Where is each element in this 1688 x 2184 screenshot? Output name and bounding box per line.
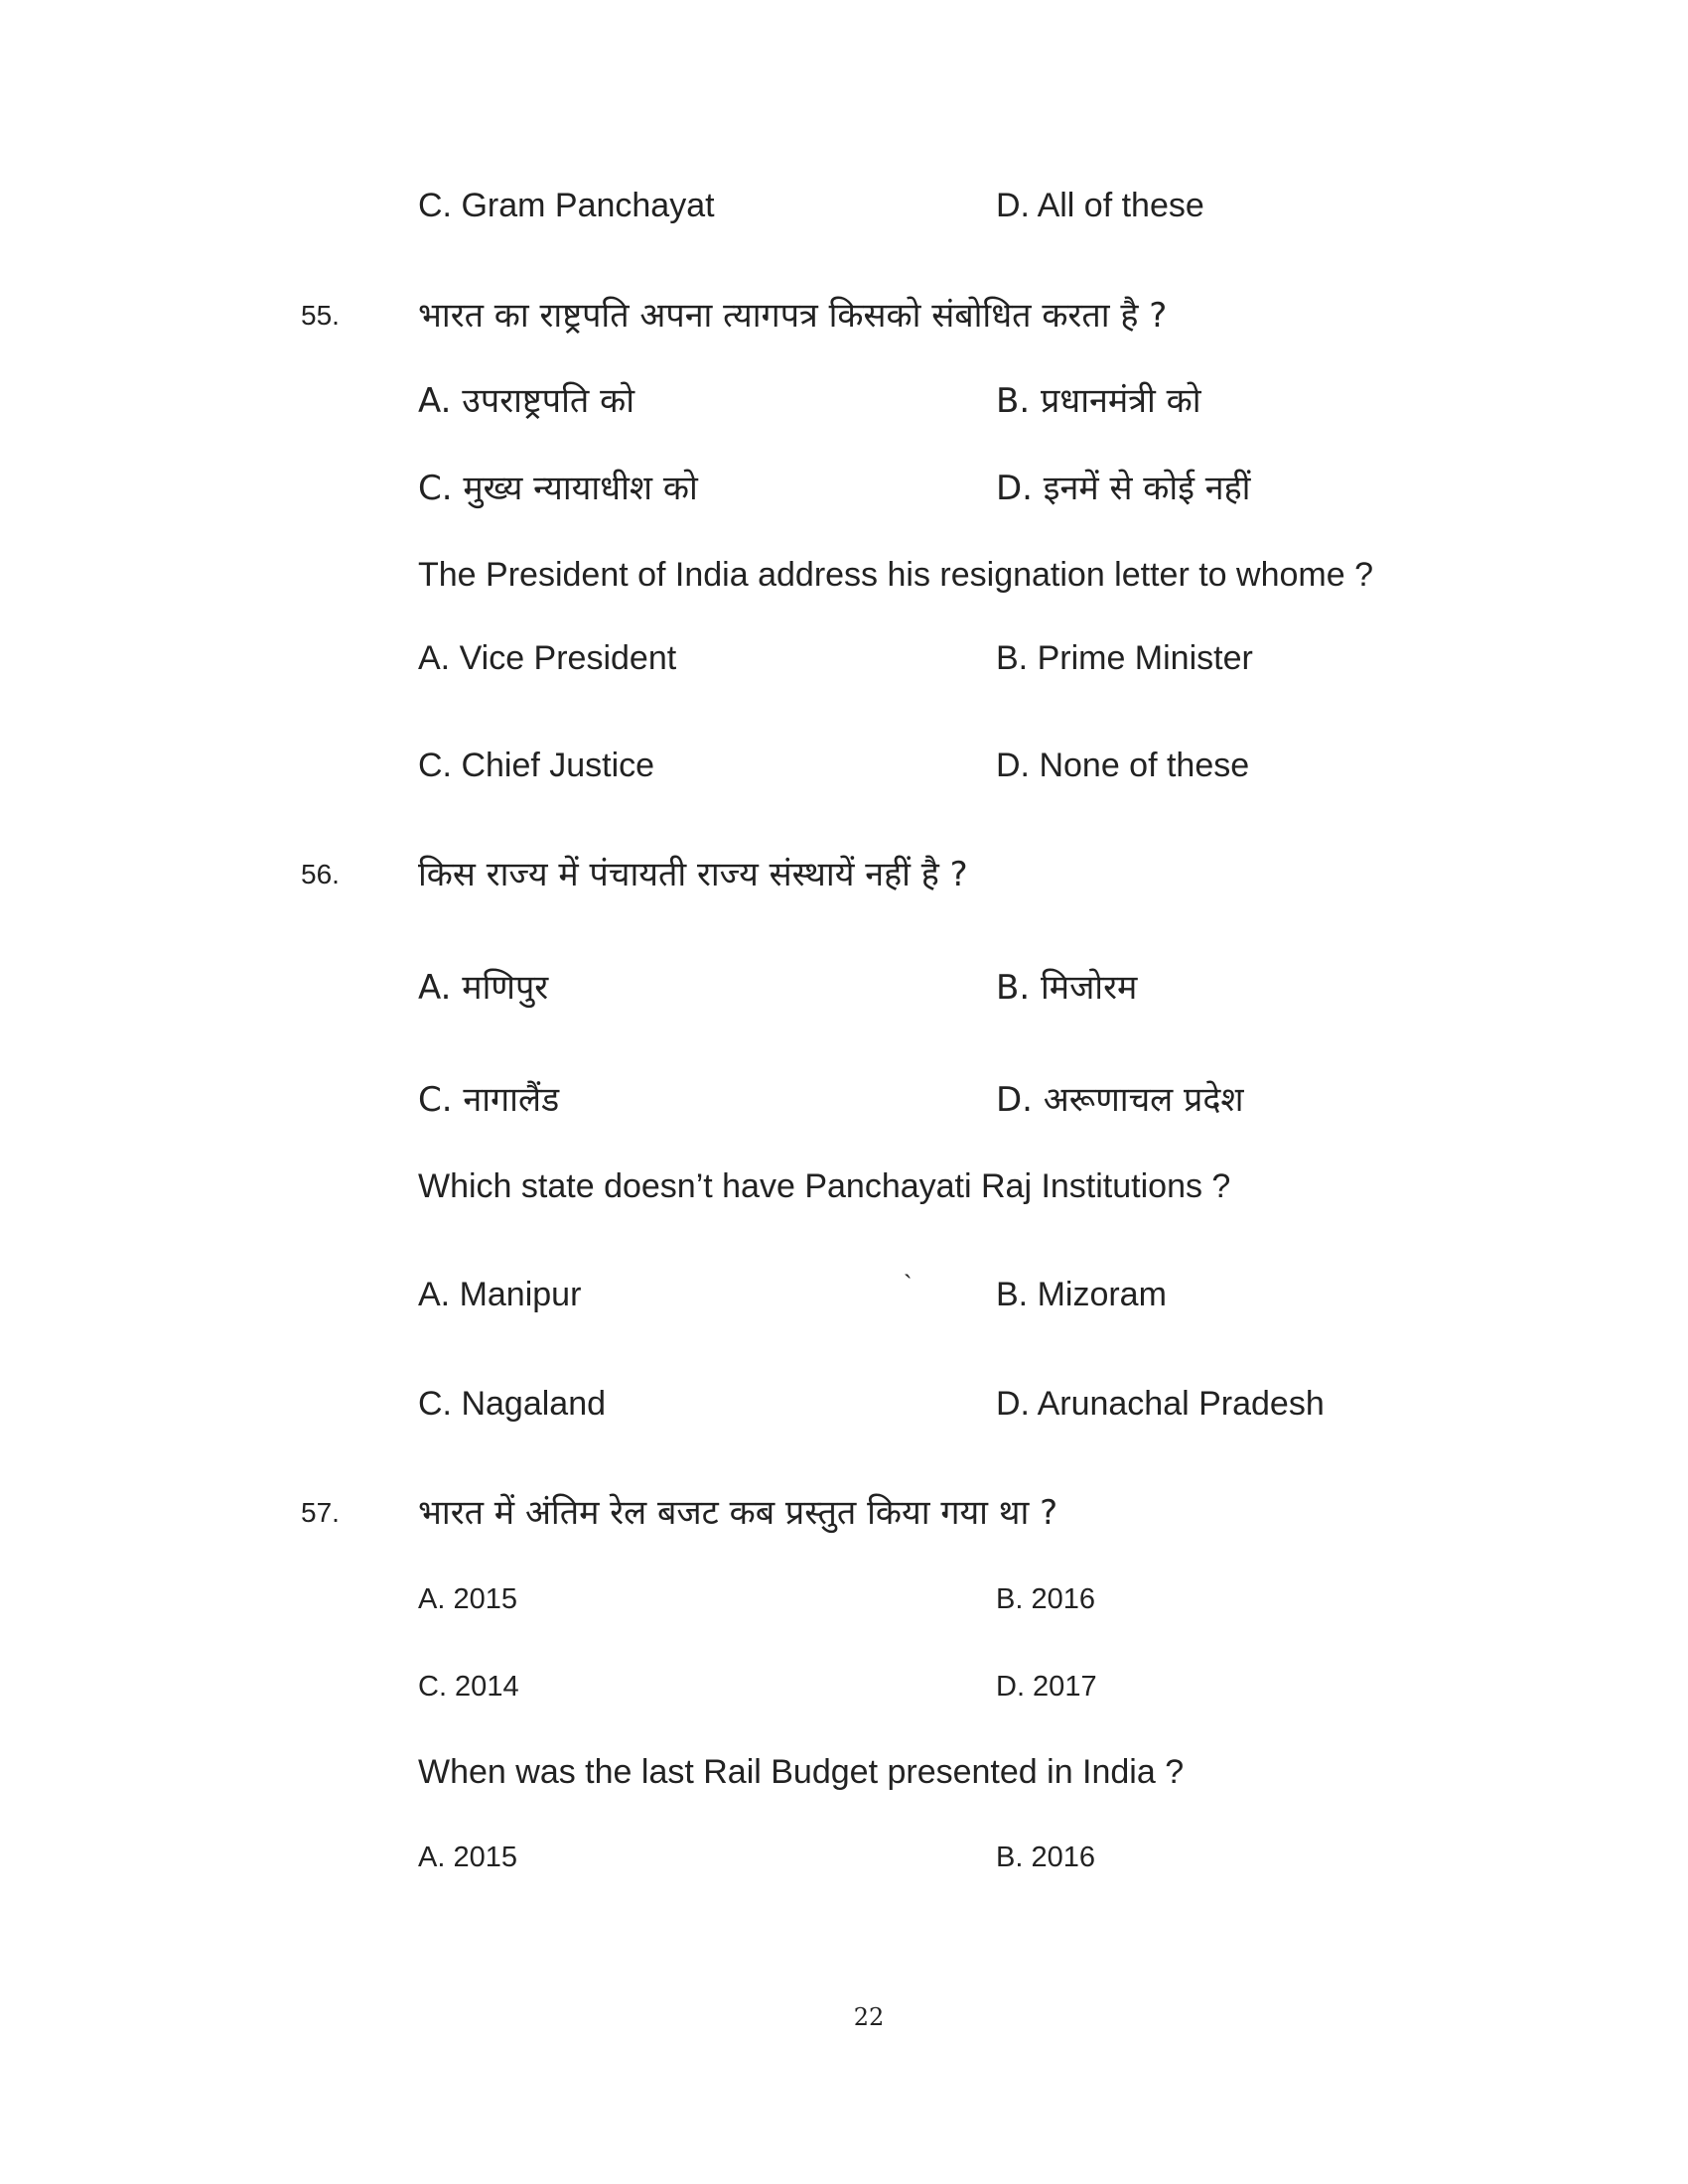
stray-mark: `: [904, 1270, 913, 1299]
question-number: 55.: [301, 300, 340, 331]
option-b-hindi: B. मिजोरम: [996, 968, 1138, 1008]
option-a-hindi: A. उपराष्ट्रपति को: [418, 381, 635, 421]
question-text-english: The President of India address his resignation letter to whome ?: [418, 556, 1373, 594]
question-text-hindi: भारत का राष्ट्रपति अपना त्यागपत्र किसको संबोधित करता है ?: [418, 296, 1168, 336]
question-number: 57.: [301, 1497, 340, 1528]
option-c-hindi: C. मुख्य न्यायाधीश को: [418, 469, 698, 508]
option-d: D. Arunachal Pradesh: [996, 1385, 1325, 1423]
option-c: C. Chief Justice: [418, 747, 655, 784]
option-b-hindi: B. 2016: [996, 1583, 1095, 1615]
option-d-hindi: D. इनमें से कोई नहीं: [996, 469, 1251, 508]
option-b: B. Prime Minister: [996, 639, 1253, 677]
option-d: D. None of these: [996, 747, 1250, 784]
option-b: B. Mizoram: [996, 1276, 1167, 1313]
question-number: 56.: [301, 859, 340, 889]
question-text-hindi: भारत में अंतिम रेल बजट कब प्रस्तुत किया गया था ?: [418, 1493, 1058, 1533]
option-c: C. Nagaland: [418, 1385, 607, 1423]
option-c-hindi: C. नागालैंड: [418, 1080, 560, 1120]
question-text-hindi: किस राज्य में पंचायती राज्य संस्थायें नहीं है ?: [418, 855, 968, 894]
option-d-hindi: D. अरूणाचल प्रदेश: [996, 1080, 1244, 1120]
option-a: A. Vice President: [418, 639, 677, 677]
option-c-hindi: C. 2014: [418, 1671, 519, 1703]
option-d: D. All of these: [996, 187, 1204, 224]
option-b: B. 2016: [996, 1842, 1095, 1873]
option-d-hindi: D. 2017: [996, 1671, 1097, 1703]
question-text-english: Which state doesn’t have Panchayati Raj Institutions ?: [418, 1167, 1231, 1205]
option-a: A. 2015: [418, 1842, 517, 1873]
option-a-hindi: A. मणिपुर: [418, 968, 549, 1008]
option-a: A. Manipur: [418, 1276, 582, 1313]
option-c: C. Gram Panchayat: [418, 187, 715, 224]
option-b-hindi: B. प्रधानमंत्री को: [996, 381, 1201, 421]
question-text-english: When was the last Rail Budget presented in India ?: [418, 1753, 1185, 1791]
option-a-hindi: A. 2015: [418, 1583, 517, 1615]
page-number: 22: [853, 2003, 885, 2031]
